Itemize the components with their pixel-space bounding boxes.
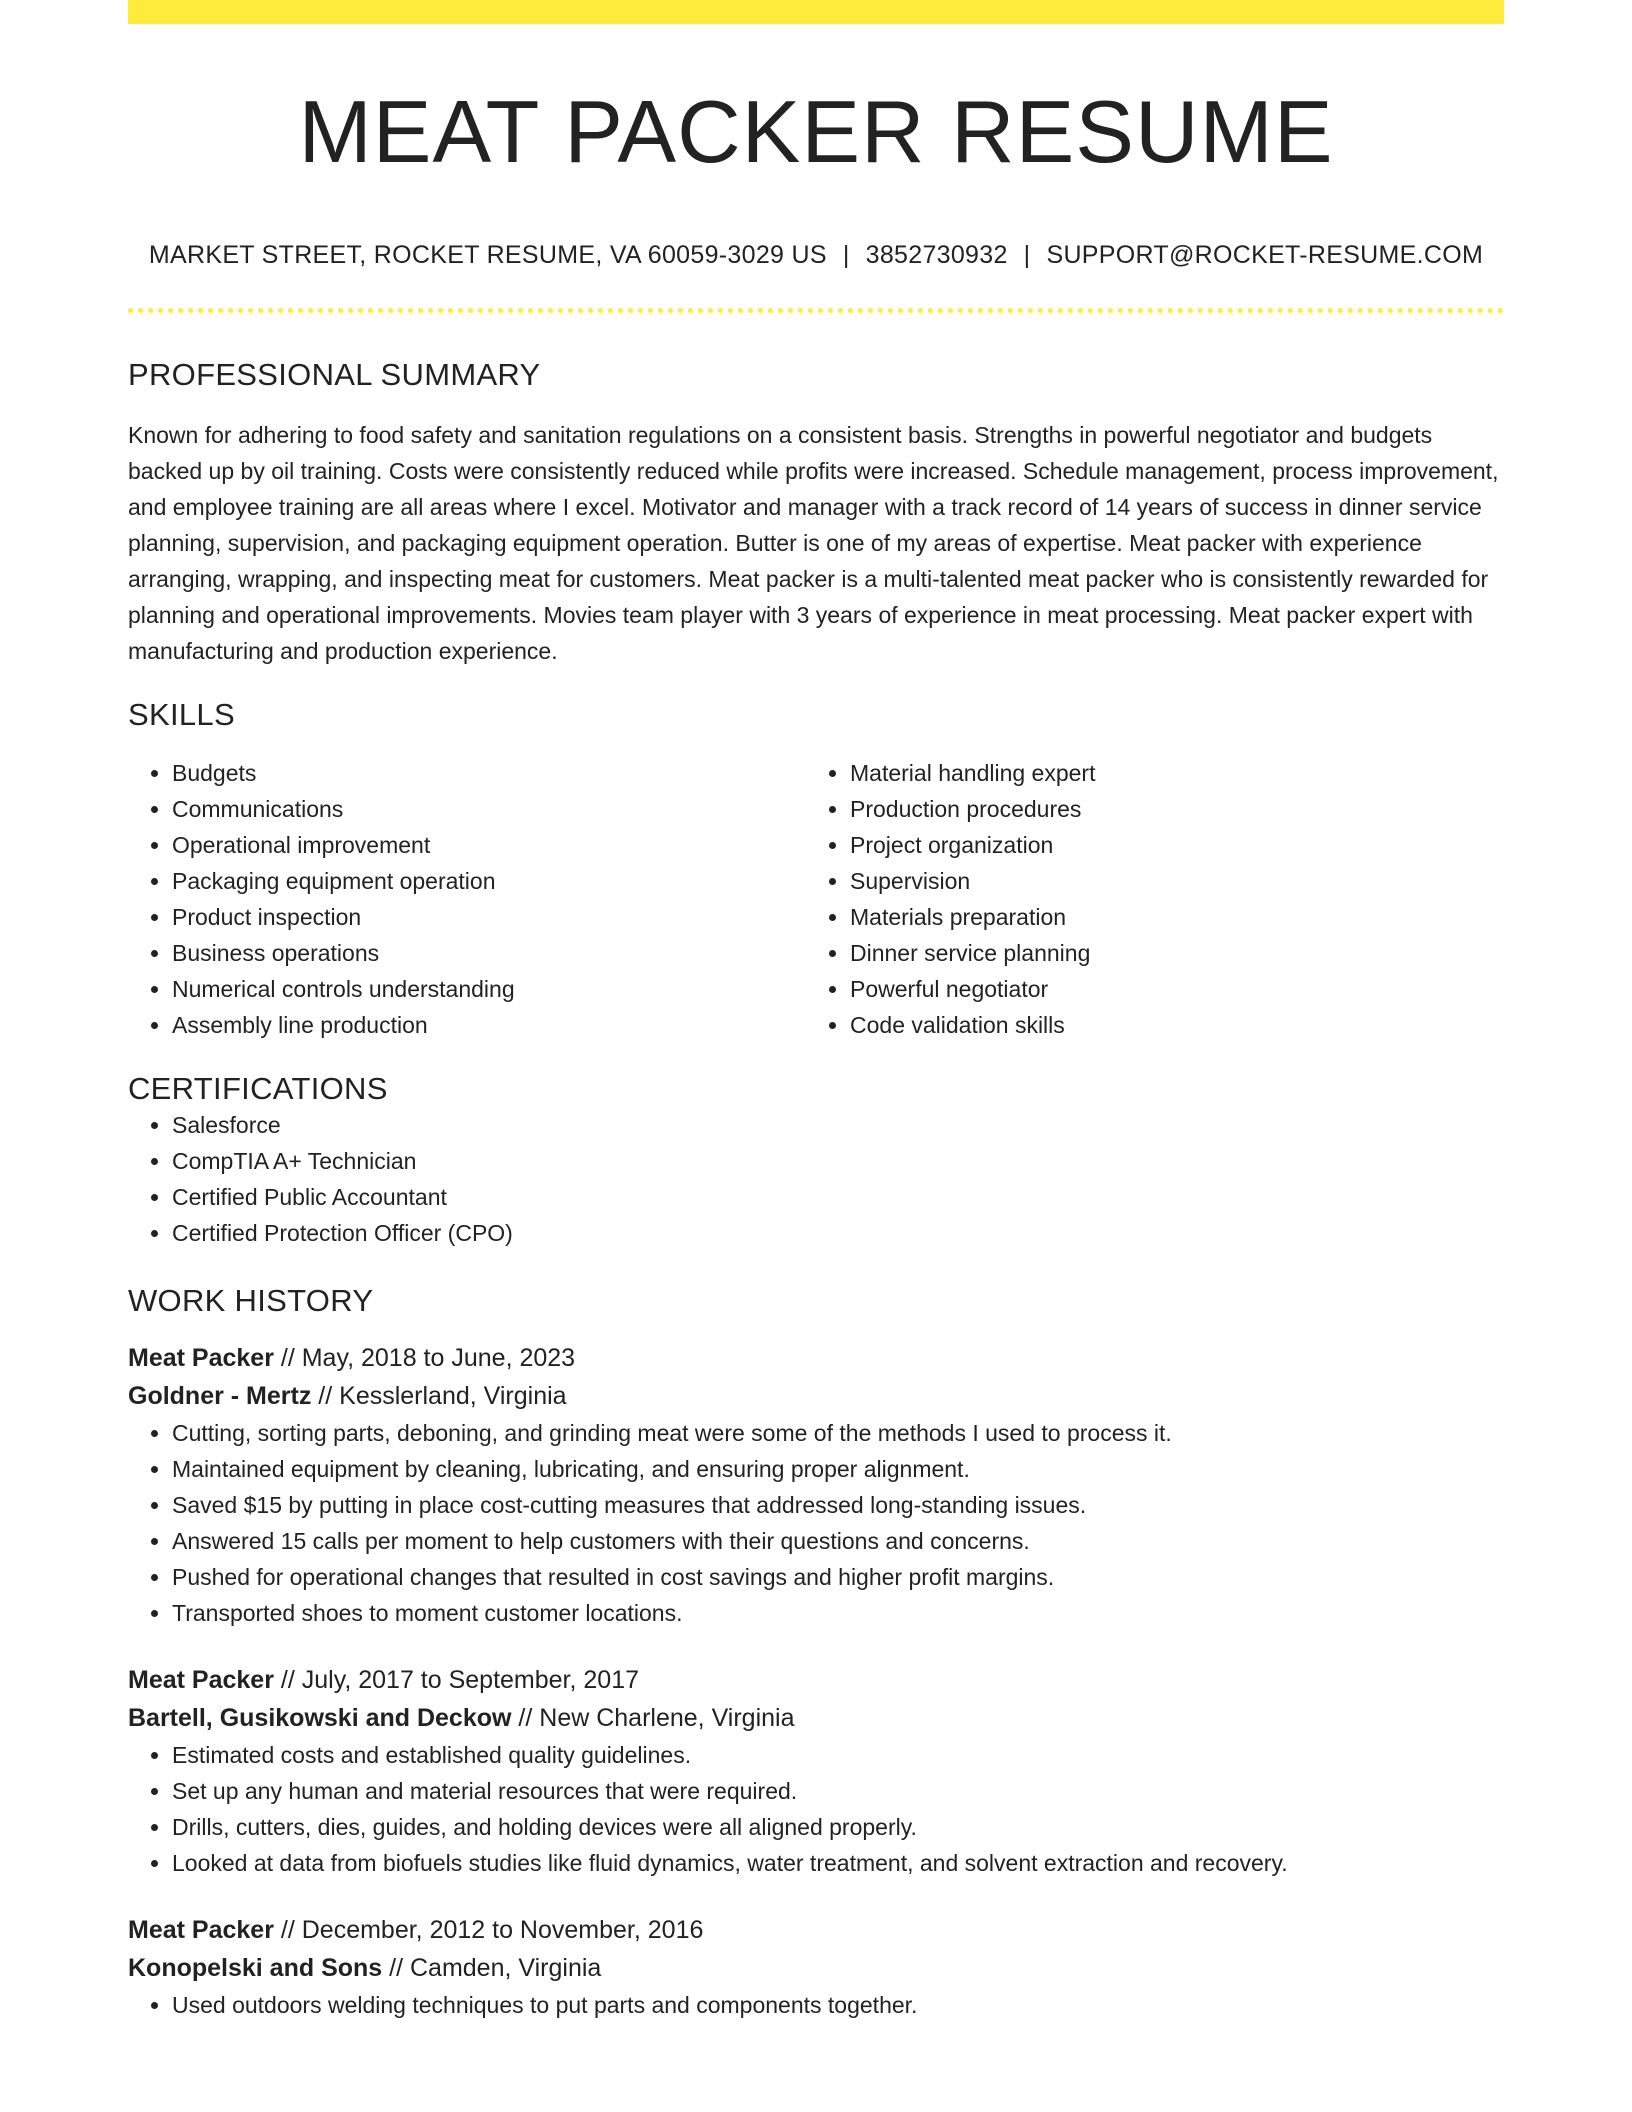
job-dates: July, 2017 to September, 2017 <box>301 1665 640 1694</box>
job-separator: // <box>273 1915 302 1944</box>
skill-item: • Numerical controls understanding <box>172 971 806 1007</box>
job-bullet: • Saved $15 by putting in place cost-cutting measures that addressed long-standing issues. <box>172 1487 1504 1523</box>
contact-phone: 3852730932 <box>865 240 1008 269</box>
job-title: Meat Packer <box>128 1665 274 1694</box>
job-company: Konopelski and Sons <box>128 1953 383 1982</box>
job-bullet: • Cutting, sorting parts, deboning, and grinding meat were some of the methods I used to process it. <box>172 1415 1504 1451</box>
certifications-list <box>128 1107 1504 1251</box>
job-entry <box>128 1911 1504 2023</box>
skill-item: • Product inspection <box>172 899 806 935</box>
skills-heading: SKILLS <box>128 696 235 732</box>
job-bullets <box>128 1415 1504 1631</box>
skill-item: • Communications <box>172 791 806 827</box>
job-company-line <box>128 1949 1504 1987</box>
job-title: Meat Packer <box>128 1915 274 1944</box>
job-location: New Charlene, Virginia <box>539 1703 795 1732</box>
job-separator: // <box>273 1343 302 1372</box>
skill-item: • Assembly line production <box>172 1007 806 1043</box>
contact-separator: | <box>842 240 850 269</box>
job-title-line <box>128 1661 1504 1699</box>
summary-heading: PROFESSIONAL SUMMARY <box>128 356 541 392</box>
job-title-line <box>128 1911 1504 1949</box>
job-bullet: • Answered 15 calls per moment to help customers with their questions and concerns. <box>172 1523 1504 1559</box>
skill-item: • Dinner service planning <box>850 935 1484 971</box>
resume-title: MEAT PACKER RESUME <box>298 82 1334 181</box>
job-company: Bartell, Gusikowski and Deckow <box>128 1703 512 1732</box>
job-bullet: • Pushed for operational changes that resulted in cost savings and higher profit margins. <box>172 1559 1504 1595</box>
job-bullet: • Drills, cutters, dies, guides, and holding devices were all aligned properly. <box>172 1809 1504 1845</box>
resume-page <box>128 0 1504 2023</box>
skills-column-right <box>806 755 1484 1043</box>
skill-item: • Project organization <box>850 827 1484 863</box>
skill-item: • Code validation skills <box>850 1007 1484 1043</box>
job-bullets <box>128 1737 1504 1881</box>
work-history-heading: WORK HISTORY <box>128 1282 374 1318</box>
skill-item: • Materials preparation <box>850 899 1484 935</box>
certification-item: • CompTIA A+ Technician <box>172 1143 1504 1179</box>
skills-grid <box>128 755 1504 1043</box>
skill-item: • Material handling expert <box>850 755 1484 791</box>
contact-separator: | <box>1023 240 1031 269</box>
skill-item: • Supervision <box>850 863 1484 899</box>
certifications-heading: CERTIFICATIONS <box>128 1070 388 1106</box>
summary-text: Known for adhering to food safety and sanitation regulations on a consistent basis. Strengths in powerful negotiator and budgets backed up by oil training. Costs were consistently reduced while profits were increased. Schedule management, process improvement, and employee training are all areas where I excel. Motivator and manager with a track record of 14 years of success in dinner service planning, supervision, and packaging equipment operation. Butter is one of my areas of expertise. Meat packer with experience arranging, wrapping, and inspecting meat for customers. Meat packer is a multi-talented meat packer who is consistently rewarded for planning and operational improvements. Movies team player with 3 years of experience in meat processing. Meat packer expert with manufacturing and production experience. <box>128 421 1499 664</box>
skills-list-left <box>128 755 806 1043</box>
accent-top-bar <box>128 0 1504 24</box>
job-entry <box>128 1339 1504 1631</box>
job-company-line <box>128 1377 1504 1415</box>
skill-item: • Operational improvement <box>172 827 806 863</box>
job-dates: May, 2018 to June, 2023 <box>301 1343 576 1372</box>
contact-address: MARKET STREET, ROCKET RESUME, VA 60059-3029 US <box>148 240 827 269</box>
dotted-divider <box>128 308 1504 313</box>
job-title-line <box>128 1339 1504 1377</box>
job-bullet: • Maintained equipment by cleaning, lubricating, and ensuring proper alignment. <box>172 1451 1504 1487</box>
job-bullet: • Looked at data from biofuels studies like fluid dynamics, water treatment, and solvent extraction and recovery. <box>172 1845 1504 1881</box>
job-company-line <box>128 1699 1504 1737</box>
job-separator: // <box>273 1665 302 1694</box>
skill-item: • Budgets <box>172 755 806 791</box>
skill-item: • Business operations <box>172 935 806 971</box>
job-separator: // <box>511 1703 540 1732</box>
job-bullet: • Set up any human and material resources that were required. <box>172 1773 1504 1809</box>
contact-email: SUPPORT@ROCKET-RESUME.COM <box>1046 240 1484 269</box>
job-bullet: • Transported shoes to moment customer locations. <box>172 1595 1504 1631</box>
certification-item: • Salesforce <box>172 1107 1504 1143</box>
job-bullet: • Estimated costs and established quality guidelines. <box>172 1737 1504 1773</box>
job-bullet: • Used outdoors welding techniques to put parts and components together. <box>172 1987 1504 2023</box>
skills-column-left <box>128 755 806 1043</box>
skill-item: • Packaging equipment operation <box>172 863 806 899</box>
job-bullets <box>128 1987 1504 2023</box>
job-separator: // <box>382 1953 410 1982</box>
job-separator: // <box>311 1381 340 1410</box>
skills-list-right <box>806 755 1484 1043</box>
job-company: Goldner - Mertz <box>128 1381 312 1410</box>
skill-item: • Production procedures <box>850 791 1484 827</box>
skill-item: • Powerful negotiator <box>850 971 1484 1007</box>
job-location: Kesslerland, Virginia <box>339 1381 567 1410</box>
contact-line <box>128 240 1504 269</box>
job-location: Camden, Virginia <box>410 1953 602 1982</box>
certification-item: • Certified Protection Officer (CPO) <box>172 1215 1504 1251</box>
certification-item: • Certified Public Accountant <box>172 1179 1504 1215</box>
job-dates: December, 2012 to November, 2016 <box>301 1915 704 1944</box>
job-entry <box>128 1661 1504 1881</box>
job-title: Meat Packer <box>128 1343 274 1372</box>
